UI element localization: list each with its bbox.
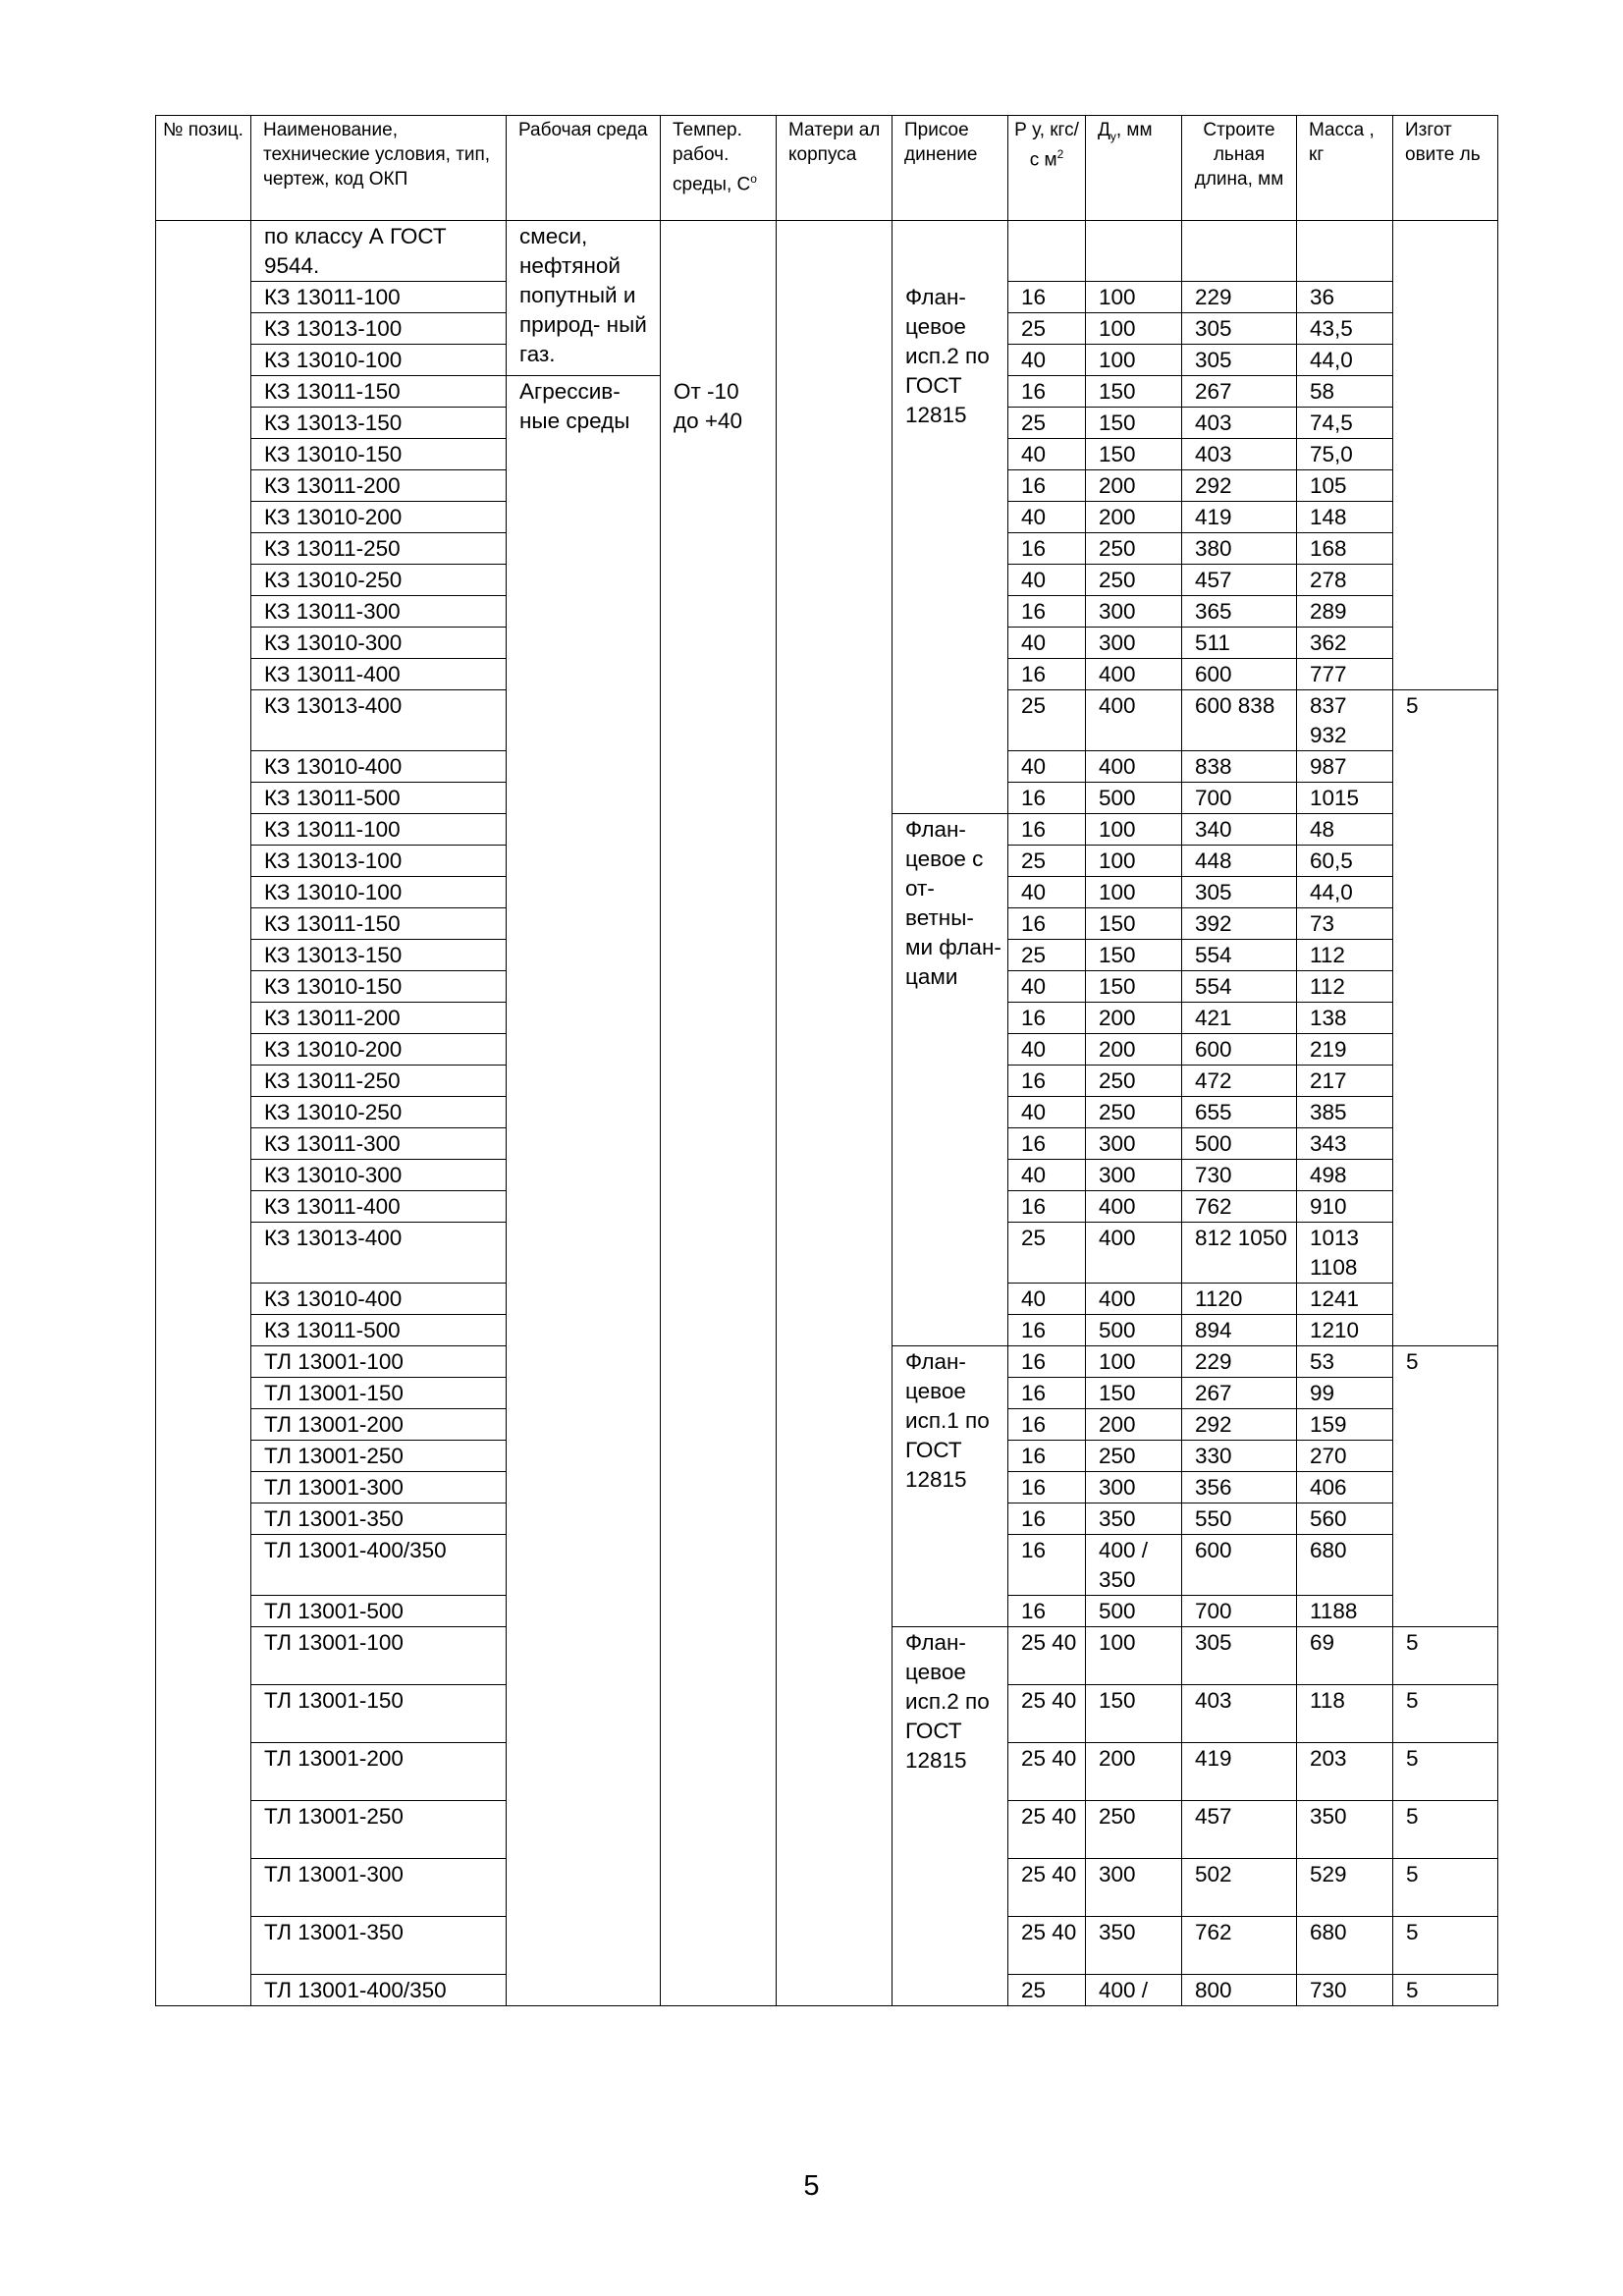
mass-cell: 159	[1297, 1409, 1393, 1441]
name-cell: КЗ 13011-300	[251, 1128, 507, 1160]
length-cell: 550	[1182, 1503, 1297, 1535]
name-cell: ТЛ 13001-200	[251, 1743, 507, 1801]
name-cell: ТЛ 13001-350	[251, 1917, 507, 1975]
pressure-cell: 25	[1008, 1223, 1086, 1284]
header-pressure	[1008, 116, 1086, 221]
name-cell: ТЛ 13001-100	[251, 1346, 507, 1378]
mass-cell: 529	[1297, 1859, 1393, 1917]
pressure-cell: 40	[1008, 439, 1086, 470]
name-cell: КЗ 13011-300	[251, 596, 507, 628]
mass-cell: 406	[1297, 1472, 1393, 1503]
length-cell: 330	[1182, 1441, 1297, 1472]
length-cell: 356	[1182, 1472, 1297, 1503]
diameter-cell: 300	[1086, 1859, 1182, 1917]
length-cell: 292	[1182, 1409, 1297, 1441]
length-cell: 305	[1182, 877, 1297, 908]
mass-cell: 362	[1297, 628, 1393, 659]
mass-cell: 118	[1297, 1685, 1393, 1743]
pressure-cell: 16	[1008, 783, 1086, 814]
temperature-cell	[661, 221, 777, 376]
name-cell: КЗ 13013-100	[251, 313, 507, 345]
mass-cell: 343	[1297, 1128, 1393, 1160]
diameter-cell: 250	[1086, 565, 1182, 596]
pressure-cell: 25	[1008, 1975, 1086, 2006]
name-cell: КЗ 13011-400	[251, 659, 507, 690]
diameter-cell: 150	[1086, 940, 1182, 971]
mass-cell: 730	[1297, 1975, 1393, 2006]
material-cell	[777, 221, 893, 2006]
diameter-cell: 500	[1086, 1596, 1182, 1627]
pressure-cell: 16	[1008, 1003, 1086, 1034]
pressure-cell: 16	[1008, 1503, 1086, 1535]
diameter-cell: 400	[1086, 1223, 1182, 1284]
diameter-cell: 300	[1086, 1128, 1182, 1160]
intro-name-cell: по классу А ГОСТ 9544.	[251, 221, 507, 282]
pressure-cell: 25	[1008, 408, 1086, 439]
mass-cell: 1013 1108	[1297, 1223, 1393, 1284]
maker-cell: 5	[1393, 1917, 1498, 1975]
name-cell: ТЛ 13001-100	[251, 1627, 507, 1685]
name-cell: КЗ 13011-200	[251, 470, 507, 502]
diameter-cell: 250	[1086, 1066, 1182, 1097]
pressure-cell: 40	[1008, 1097, 1086, 1128]
length-cell: 229	[1182, 1346, 1297, 1378]
name-cell: ТЛ 13001-400/350	[251, 1535, 507, 1596]
name-cell: КЗ 13010-150	[251, 971, 507, 1003]
diameter-cell: 150	[1086, 376, 1182, 408]
mass-cell: 138	[1297, 1003, 1393, 1034]
diameter-cell: 100	[1086, 345, 1182, 376]
mass-cell: 498	[1297, 1160, 1393, 1191]
length-cell: 511	[1182, 628, 1297, 659]
length-cell: 472	[1182, 1066, 1297, 1097]
header-mass: Масса , кг	[1297, 116, 1393, 221]
pressure-cell: 16	[1008, 659, 1086, 690]
pressure-cell: 16	[1008, 1066, 1086, 1097]
pressure-cell: 40	[1008, 1284, 1086, 1315]
header-connection: Присое динение	[893, 116, 1008, 221]
name-cell: ТЛ 13001-300	[251, 1472, 507, 1503]
length-cell: 600	[1182, 1535, 1297, 1596]
diameter-cell: 400	[1086, 751, 1182, 783]
diameter-cell: 100	[1086, 313, 1182, 345]
maker-cell: 5	[1393, 1627, 1498, 1685]
header-name: Наименование, технические условия, тип, чертеж, код ОКП	[251, 116, 507, 221]
length-cell: 800	[1182, 1975, 1297, 2006]
mass-cell: 680	[1297, 1535, 1393, 1596]
length-cell: 448	[1182, 846, 1297, 877]
length-cell: 600 838	[1182, 690, 1297, 751]
valve-spec-table	[155, 115, 1498, 2006]
header-diameter-d: Д	[1098, 120, 1110, 140]
pressure-cell: 25 40	[1008, 1743, 1086, 1801]
diameter-cell: 400	[1086, 1191, 1182, 1223]
mass-cell: 385	[1297, 1097, 1393, 1128]
name-cell: КЗ 13010-100	[251, 345, 507, 376]
length-cell: 229	[1182, 282, 1297, 313]
maker-cell	[1393, 221, 1498, 282]
pressure-cell: 16	[1008, 470, 1086, 502]
pressure-cell: 16	[1008, 1535, 1086, 1596]
length-cell: 419	[1182, 1743, 1297, 1801]
table-body	[156, 221, 1498, 2006]
header-medium: Рабочая среда	[507, 116, 661, 221]
length-cell: 554	[1182, 971, 1297, 1003]
length-cell: 419	[1182, 502, 1297, 533]
header-diameter	[1086, 116, 1182, 221]
pressure-cell: 16	[1008, 376, 1086, 408]
length-cell: 457	[1182, 1801, 1297, 1859]
name-cell: КЗ 13011-200	[251, 1003, 507, 1034]
mass-cell: 44,0	[1297, 877, 1393, 908]
pressure-cell: 16	[1008, 1378, 1086, 1409]
diameter-cell: 200	[1086, 1034, 1182, 1066]
pressure-cell: 25	[1008, 940, 1086, 971]
diameter-cell: 100	[1086, 1346, 1182, 1378]
diameter-cell: 400	[1086, 1284, 1182, 1315]
name-cell: КЗ 13010-300	[251, 1160, 507, 1191]
maker-cell: 5	[1393, 1743, 1498, 1801]
length-cell: 305	[1182, 345, 1297, 376]
mass-cell: 73	[1297, 908, 1393, 940]
pressure-cell: 16	[1008, 1128, 1086, 1160]
mass-cell	[1297, 221, 1393, 282]
mass-cell: 148	[1297, 502, 1393, 533]
pressure-cell: 16	[1008, 1409, 1086, 1441]
maker-cell	[1393, 282, 1498, 690]
diameter-cell: 100	[1086, 877, 1182, 908]
temperature-cell: От -10 до +40	[661, 376, 777, 2006]
mass-cell: 1015	[1297, 783, 1393, 814]
header-temperature	[661, 116, 777, 221]
length-cell: 762	[1182, 1191, 1297, 1223]
name-cell: КЗ 13010-200	[251, 1034, 507, 1066]
diameter-cell: 100	[1086, 814, 1182, 846]
name-cell: ТЛ 13001-200	[251, 1409, 507, 1441]
length-cell	[1182, 221, 1297, 282]
mass-cell: 560	[1297, 1503, 1393, 1535]
name-cell: КЗ 13011-500	[251, 783, 507, 814]
name-cell: КЗ 13011-500	[251, 1315, 507, 1346]
diameter-cell: 200	[1086, 470, 1182, 502]
name-cell: ТЛ 13001-400/350	[251, 1975, 507, 2006]
mass-cell: 350	[1297, 1801, 1393, 1859]
name-cell: КЗ 13013-400	[251, 690, 507, 751]
length-cell: 305	[1182, 313, 1297, 345]
pressure-cell: 40	[1008, 1160, 1086, 1191]
mass-cell: 168	[1297, 533, 1393, 565]
pressure-cell: 25 40	[1008, 1801, 1086, 1859]
length-cell: 700	[1182, 783, 1297, 814]
pressure-cell: 40	[1008, 971, 1086, 1003]
diameter-cell: 500	[1086, 1315, 1182, 1346]
pressure-cell: 16	[1008, 596, 1086, 628]
mass-cell: 278	[1297, 565, 1393, 596]
pressure-cell: 40	[1008, 751, 1086, 783]
mass-cell: 1241	[1297, 1284, 1393, 1315]
name-cell: КЗ 13010-250	[251, 565, 507, 596]
length-cell: 340	[1182, 814, 1297, 846]
name-cell: ТЛ 13001-350	[251, 1503, 507, 1535]
mass-cell: 680	[1297, 1917, 1393, 1975]
mass-cell: 910	[1297, 1191, 1393, 1223]
length-cell: 403	[1182, 408, 1297, 439]
name-cell: КЗ 13010-100	[251, 877, 507, 908]
name-cell: КЗ 13010-200	[251, 502, 507, 533]
name-cell: КЗ 13010-400	[251, 751, 507, 783]
pressure-cell: 40	[1008, 628, 1086, 659]
header-pressure-sup: 2	[1056, 147, 1064, 161]
name-cell: ТЛ 13001-150	[251, 1685, 507, 1743]
header-position: № позиц.	[156, 116, 251, 221]
name-cell: КЗ 13013-400	[251, 1223, 507, 1284]
length-cell: 554	[1182, 940, 1297, 971]
header-pressure-text: Р у, кгс/с м	[1014, 120, 1079, 171]
diameter-cell: 500	[1086, 783, 1182, 814]
header-material: Матери ал корпуса	[777, 116, 893, 221]
medium-cell: Агрессив- ные среды	[507, 376, 661, 2006]
mass-cell: 36	[1297, 282, 1393, 313]
name-cell: ТЛ 13001-300	[251, 1859, 507, 1917]
connection-cell: Флан- цевое исп.2 по ГОСТ 12815	[893, 1627, 1008, 2006]
diameter-cell: 350	[1086, 1917, 1182, 1975]
mass-cell: 69	[1297, 1627, 1393, 1685]
pressure-cell: 16	[1008, 908, 1086, 940]
diameter-cell: 350	[1086, 1503, 1182, 1535]
diameter-cell	[1086, 221, 1182, 282]
name-cell: КЗ 13011-150	[251, 908, 507, 940]
diameter-cell: 200	[1086, 1743, 1182, 1801]
pressure-cell: 16	[1008, 282, 1086, 313]
diameter-cell: 400 / 350	[1086, 1535, 1182, 1596]
pressure-cell: 25 40	[1008, 1917, 1086, 1975]
maker-cell: 5	[1393, 1685, 1498, 1743]
length-cell: 365	[1182, 596, 1297, 628]
mass-cell: 44,0	[1297, 345, 1393, 376]
name-cell: КЗ 13011-150	[251, 376, 507, 408]
pressure-cell: 25 40	[1008, 1627, 1086, 1685]
name-cell: ТЛ 13001-250	[251, 1441, 507, 1472]
name-cell: КЗ 13013-100	[251, 846, 507, 877]
pressure-cell: 25 40	[1008, 1685, 1086, 1743]
header-length: Строите льная длина, мм	[1182, 116, 1297, 221]
pressure-cell: 16	[1008, 1441, 1086, 1472]
mass-cell: 43,5	[1297, 313, 1393, 345]
length-cell: 502	[1182, 1859, 1297, 1917]
diameter-cell: 100	[1086, 282, 1182, 313]
length-cell: 457	[1182, 565, 1297, 596]
mass-cell: 74,5	[1297, 408, 1393, 439]
diameter-cell: 250	[1086, 533, 1182, 565]
pressure-cell: 16	[1008, 1596, 1086, 1627]
pressure-cell	[1008, 221, 1086, 282]
pressure-cell: 25	[1008, 846, 1086, 877]
diameter-cell: 200	[1086, 1003, 1182, 1034]
mass-cell: 75,0	[1297, 439, 1393, 470]
connection-cell: Флан- цевое с от- ветны- ми флан- цами	[893, 814, 1008, 1346]
length-cell: 1120	[1182, 1284, 1297, 1315]
length-cell: 894	[1182, 1315, 1297, 1346]
length-cell: 380	[1182, 533, 1297, 565]
pressure-cell: 40	[1008, 502, 1086, 533]
mass-cell: 53	[1297, 1346, 1393, 1378]
name-cell: КЗ 13010-400	[251, 1284, 507, 1315]
header-temperature-sup: о	[750, 172, 757, 186]
diameter-cell: 300	[1086, 1160, 1182, 1191]
length-cell: 392	[1182, 908, 1297, 940]
name-cell: КЗ 13011-100	[251, 814, 507, 846]
length-cell: 267	[1182, 1378, 1297, 1409]
mass-cell: 1188	[1297, 1596, 1393, 1627]
mass-cell: 837 932	[1297, 690, 1393, 751]
length-cell: 730	[1182, 1160, 1297, 1191]
mass-cell: 48	[1297, 814, 1393, 846]
mass-cell: 99	[1297, 1378, 1393, 1409]
diameter-cell: 150	[1086, 408, 1182, 439]
name-cell: КЗ 13011-250	[251, 533, 507, 565]
length-cell: 700	[1182, 1596, 1297, 1627]
table-row	[156, 221, 1498, 282]
pressure-cell: 40	[1008, 345, 1086, 376]
length-cell: 838	[1182, 751, 1297, 783]
header-temperature-text: Темпер. рабоч. среды, С	[673, 120, 751, 195]
name-cell: КЗ 13013-150	[251, 940, 507, 971]
mass-cell: 217	[1297, 1066, 1393, 1097]
header-diameter-unit: , мм	[1115, 120, 1153, 140]
name-cell: ТЛ 13001-150	[251, 1378, 507, 1409]
mass-cell: 777	[1297, 659, 1393, 690]
mass-cell: 203	[1297, 1743, 1393, 1801]
diameter-cell: 400	[1086, 690, 1182, 751]
diameter-cell: 200	[1086, 1409, 1182, 1441]
mass-cell: 105	[1297, 470, 1393, 502]
diameter-cell: 400 /	[1086, 1975, 1182, 2006]
name-cell: КЗ 13010-250	[251, 1097, 507, 1128]
connection-cell: Флан- цевое исп.1 по ГОСТ 12815	[893, 1346, 1008, 1627]
diameter-cell: 300	[1086, 1472, 1182, 1503]
maker-cell: 5	[1393, 1801, 1498, 1859]
header-maker: Изгот овите ль	[1393, 116, 1498, 221]
length-cell: 267	[1182, 376, 1297, 408]
mass-cell: 987	[1297, 751, 1393, 783]
name-cell: ТЛ 13001-500	[251, 1596, 507, 1627]
name-cell: КЗ 13011-400	[251, 1191, 507, 1223]
pressure-cell: 40	[1008, 1034, 1086, 1066]
length-cell: 292	[1182, 470, 1297, 502]
position-cell	[156, 221, 251, 2006]
pressure-cell: 25	[1008, 690, 1086, 751]
mass-cell: 1210	[1297, 1315, 1393, 1346]
page-number: 5	[803, 2170, 820, 2202]
header-diameter-sub: у	[1109, 129, 1116, 143]
maker-cell: 5	[1393, 1346, 1498, 1627]
diameter-cell: 150	[1086, 971, 1182, 1003]
length-cell: 403	[1182, 439, 1297, 470]
length-cell: 305	[1182, 1627, 1297, 1685]
diameter-cell: 150	[1086, 1685, 1182, 1743]
mass-cell: 289	[1297, 596, 1393, 628]
maker-cell: 5	[1393, 1975, 1498, 2006]
diameter-cell: 300	[1086, 628, 1182, 659]
name-cell: ТЛ 13001-250	[251, 1801, 507, 1859]
diameter-cell: 100	[1086, 846, 1182, 877]
name-cell: КЗ 13011-250	[251, 1066, 507, 1097]
maker-cell: 5	[1393, 1859, 1498, 1917]
length-cell: 421	[1182, 1003, 1297, 1034]
length-cell: 403	[1182, 1685, 1297, 1743]
pressure-cell: 16	[1008, 1472, 1086, 1503]
diameter-cell: 300	[1086, 596, 1182, 628]
medium-cell: смеси, нефтяной попутный и природ- ный газ.	[507, 221, 661, 376]
diameter-cell: 400	[1086, 659, 1182, 690]
diameter-cell: 150	[1086, 439, 1182, 470]
length-cell: 600	[1182, 1034, 1297, 1066]
mass-cell: 112	[1297, 971, 1393, 1003]
pressure-cell: 25	[1008, 313, 1086, 345]
diameter-cell: 250	[1086, 1441, 1182, 1472]
length-cell: 655	[1182, 1097, 1297, 1128]
pressure-cell: 25 40	[1008, 1859, 1086, 1917]
pressure-cell: 16	[1008, 814, 1086, 846]
length-cell: 500	[1182, 1128, 1297, 1160]
diameter-cell: 200	[1086, 502, 1182, 533]
pressure-cell: 16	[1008, 1191, 1086, 1223]
length-cell: 812 1050	[1182, 1223, 1297, 1284]
diameter-cell: 150	[1086, 908, 1182, 940]
pressure-cell: 16	[1008, 533, 1086, 565]
length-cell: 600	[1182, 659, 1297, 690]
pressure-cell: 40	[1008, 877, 1086, 908]
name-cell: КЗ 13010-150	[251, 439, 507, 470]
header-row	[156, 116, 1498, 221]
name-cell: КЗ 13013-150	[251, 408, 507, 439]
mass-cell: 270	[1297, 1441, 1393, 1472]
mass-cell: 219	[1297, 1034, 1393, 1066]
diameter-cell: 250	[1086, 1801, 1182, 1859]
connection-cell	[893, 221, 1008, 282]
mass-cell: 112	[1297, 940, 1393, 971]
mass-cell: 58	[1297, 376, 1393, 408]
name-cell: КЗ 13010-300	[251, 628, 507, 659]
pressure-cell: 16	[1008, 1315, 1086, 1346]
name-cell: КЗ 13011-100	[251, 282, 507, 313]
diameter-cell: 250	[1086, 1097, 1182, 1128]
length-cell: 762	[1182, 1917, 1297, 1975]
pressure-cell: 16	[1008, 1346, 1086, 1378]
connection-cell: Флан- цевое исп.2 по ГОСТ 12815	[893, 282, 1008, 814]
diameter-cell: 150	[1086, 1378, 1182, 1409]
pressure-cell: 40	[1008, 565, 1086, 596]
mass-cell: 60,5	[1297, 846, 1393, 877]
diameter-cell: 100	[1086, 1627, 1182, 1685]
maker-cell: 5	[1393, 690, 1498, 1346]
